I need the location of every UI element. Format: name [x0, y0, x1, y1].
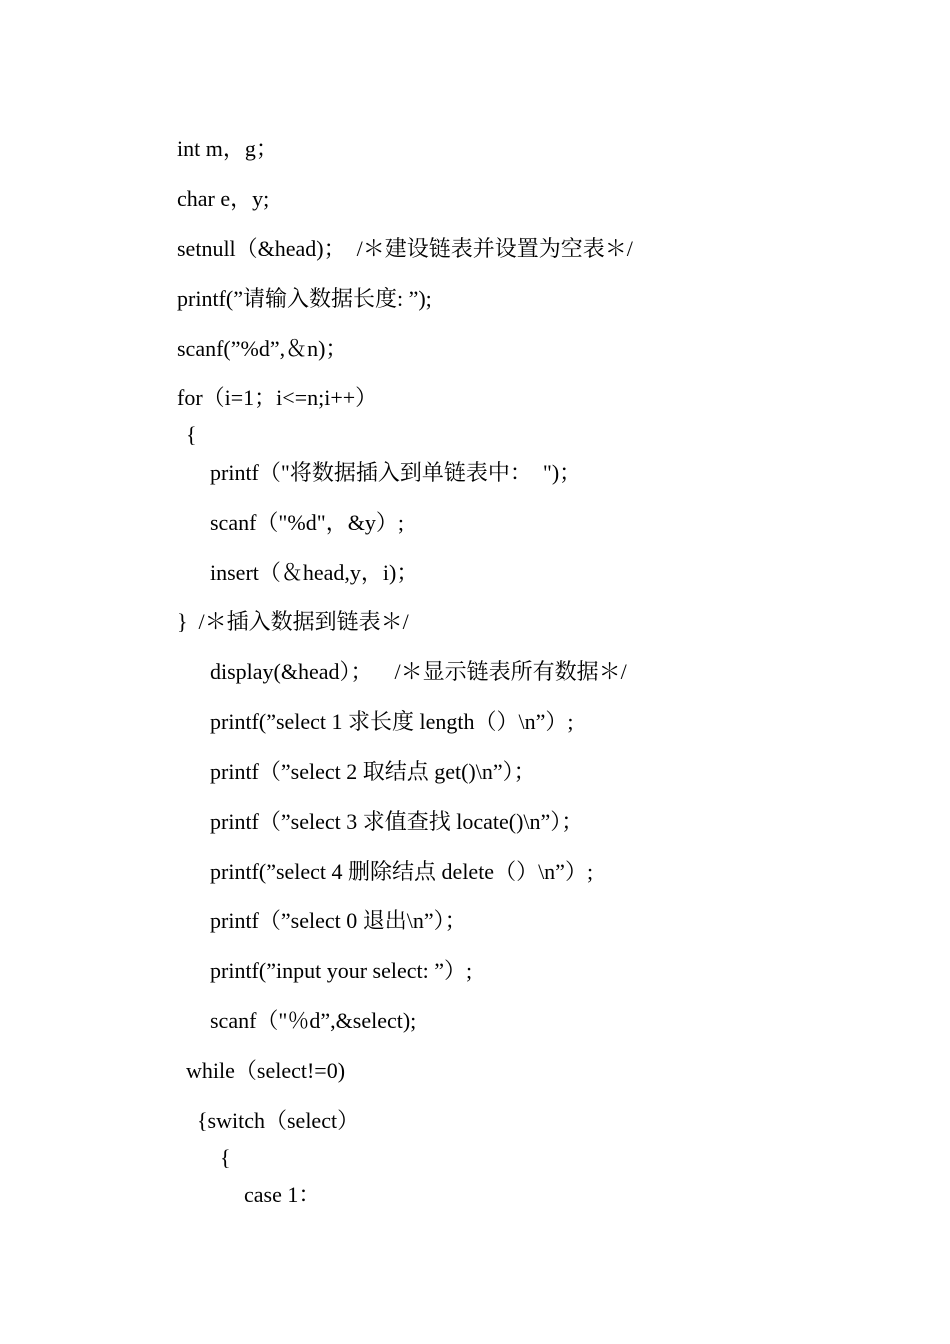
code-line: insert（＆head,y，i)；: [210, 560, 419, 585]
code-line: setnull（&head)； /＊建设链表并设置为空表＊/: [177, 236, 633, 261]
code-line: printf（"将数据插入到单链表中： ")；: [210, 460, 582, 485]
code-line: printf(”请输入数据长度: ”);: [177, 286, 432, 311]
code-line: display(&head）； /＊显示链表所有数据＊/: [210, 659, 627, 684]
code-line: {: [186, 422, 197, 447]
code-line: printf(”select 4 删除结点 delete（）\n”）;: [210, 859, 594, 884]
code-line: char e，y;: [177, 186, 270, 211]
code-line: scanf（"%d"，&y）;: [210, 510, 404, 535]
code-line: {switch（select）: [197, 1108, 360, 1133]
code-line: for（i=1；i<=n;i++）: [177, 385, 378, 410]
code-line: case 1：: [244, 1182, 321, 1207]
code-line: scanf（"％d”,&select);: [210, 1008, 417, 1033]
code-line: {: [220, 1145, 231, 1170]
code-line: int m，g；: [177, 136, 278, 161]
code-line: printf（”select 2 取结点 get()\n”）；: [210, 759, 536, 784]
code-line: scanf(”%d”,＆n)；: [177, 336, 348, 361]
code-line: printf(”select 1 求长度 length（）\n”）;: [210, 709, 574, 734]
code-line: while（select!=0): [186, 1058, 346, 1083]
code-line: printf（”select 3 求值查找 locate()\n”）；: [210, 809, 584, 834]
code-line: printf(”input your select: ”）;: [210, 958, 473, 983]
code-line: printf（”select 0 退出\n”）；: [210, 908, 467, 933]
code-line: } /＊插入数据到链表＊/: [177, 609, 409, 634]
